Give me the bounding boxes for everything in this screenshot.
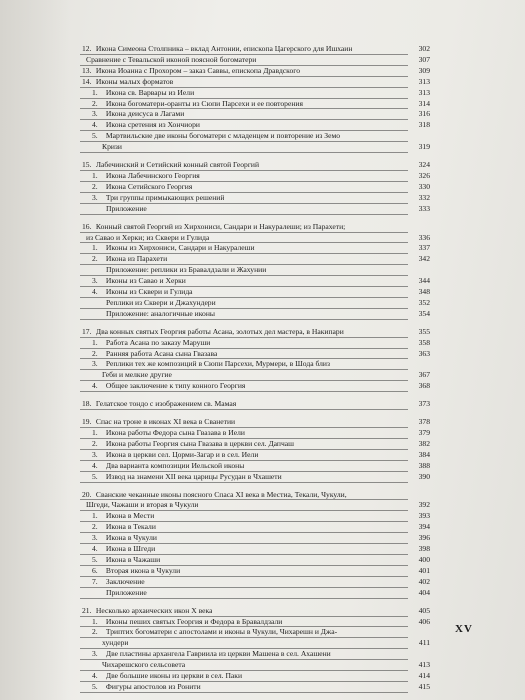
entry-number: 2. (92, 348, 98, 358)
section-gap (80, 483, 430, 490)
entry-title: Кризи (102, 142, 122, 152)
entry-title: Иконы малых форматов (95, 76, 174, 86)
toc-entry-row (80, 120, 430, 130)
entry-title: Ранняя работа Асана сына Гвазава (105, 348, 218, 358)
entry-page-number: 368 (418, 381, 430, 391)
toc-entry-row (80, 99, 430, 109)
toc-entry-row (80, 381, 430, 391)
toc-entry-row (80, 254, 430, 264)
entry-title: хундери (102, 638, 129, 648)
entry-page-number: 396 (418, 533, 430, 543)
entry-number: 3. (92, 192, 98, 202)
entry-title: Приложение (106, 203, 147, 213)
entry-page-number: 330 (418, 181, 430, 191)
entry-title: Приложение (106, 587, 147, 597)
entry-page-number: 406 (418, 616, 430, 626)
entry-title: Икона в церкви сел. Цорми-Загар и в сел. Иели (105, 449, 259, 459)
entry-page-number: 392 (418, 500, 430, 510)
entry-number: 2. (92, 627, 98, 637)
entry-page-number: 324 (418, 160, 430, 170)
entry-title: Икона Лабечинского Георгия (105, 170, 200, 180)
entry-page-number: 342 (418, 254, 430, 264)
entry-number: 2. (92, 254, 98, 264)
toc-entry-row (80, 55, 430, 65)
entry-number: 3. (92, 109, 98, 119)
entry-page-number: 348 (418, 287, 430, 297)
section-gap (80, 410, 430, 417)
toc-entry-row (80, 171, 430, 181)
entry-title: Фигуры апостолов из Ронити (105, 681, 201, 691)
toc-entry-row (80, 660, 430, 670)
entry-title: Икона работы Георгия сына Гвазава в церкви сел. Дапчаш (105, 438, 295, 448)
entry-number: 21. (82, 605, 92, 615)
toc-entry-row (80, 450, 430, 460)
entry-number: 15. (82, 160, 92, 170)
toc-entry-row (80, 439, 430, 449)
entry-title: Сванские чеканные иконы поясного Спаса XI века в Местиа, Текали, Чукули, (95, 489, 347, 499)
entry-number: 5. (92, 554, 98, 564)
toc-entry-row (80, 577, 430, 587)
entry-title: Заключение (105, 576, 145, 586)
entry-page-number: 316 (418, 109, 430, 119)
toc-entry-row (80, 555, 430, 565)
entry-number: 1. (92, 511, 98, 521)
entry-number: 3. (92, 649, 98, 659)
entry-page-number: 378 (418, 417, 430, 427)
toc-entry-row (80, 544, 430, 554)
entry-page-number: 302 (418, 44, 430, 53)
toc-entry-row (80, 522, 430, 532)
entry-page-number: 388 (418, 460, 430, 470)
toc-chapter-row (80, 44, 430, 54)
entry-title: Шгеди, Чажаши и вторая в Чукули (86, 500, 199, 510)
entry-title: Три группы примыкающих решений (105, 192, 225, 202)
toc-entry-row (80, 649, 430, 659)
toc-entry-row (80, 204, 430, 214)
entry-number: 20. (82, 489, 92, 499)
entry-page-number: 309 (418, 65, 430, 75)
toc-entry-row (80, 276, 430, 286)
entry-number: 4. (92, 671, 98, 681)
entry-page-number: 411 (418, 638, 430, 648)
entry-page-number: 415 (418, 681, 430, 691)
entry-title: Несколько архаических икон X века (95, 605, 213, 615)
entry-page-number: 307 (418, 54, 430, 64)
section-gap (80, 215, 430, 222)
toc-entry-row (80, 309, 430, 319)
entry-title: Чихарешского сельсовета (102, 660, 186, 670)
entry-title: Сравнение с Тевальской иконой поясной богоматери (86, 54, 257, 64)
toc-entry-row (80, 193, 430, 203)
entry-title: Икона св. Варвары из Иели (105, 87, 195, 97)
toc-entry-row (80, 627, 430, 637)
toc-entry-row (80, 588, 430, 598)
toc-entry-row (80, 370, 430, 380)
toc-entry-row (80, 566, 430, 576)
entry-number: 5. (92, 681, 98, 691)
entry-page-number: 401 (418, 565, 430, 575)
section-gap (80, 599, 430, 606)
entry-number: 2. (92, 522, 98, 532)
entry-title: Извод на знамени XII века царицы Русудан в Чхашети (105, 471, 282, 481)
entry-number: 7. (92, 576, 98, 586)
toc-entry-row (80, 617, 430, 627)
entry-page-number: 313 (418, 76, 430, 86)
toc-chapter-row (80, 399, 430, 409)
entry-page-number: 398 (418, 544, 430, 554)
entry-page-number: 402 (418, 576, 430, 586)
entry-number: 19. (82, 417, 92, 427)
entry-number: 2. (92, 438, 98, 448)
entry-page-number: 382 (418, 438, 430, 448)
entry-title: Икона в Чукули (105, 533, 157, 543)
entry-title: Икона сретения из Хончиори (105, 120, 200, 130)
entry-title: Два конных святых Георгия работы Асана, золотых дел мастера, в Накипари (95, 326, 344, 336)
toc-entry-row (80, 472, 430, 482)
toc-entry-row (80, 182, 430, 192)
entry-title: Гелатское тондо с изображением св. Мамая (95, 399, 237, 409)
entry-title: Приложение: реплики из Бравалдзали и Жахунии (106, 265, 267, 275)
entry-title: Общее заключение к типу конного Георгия (105, 381, 246, 391)
entry-number: 4. (92, 544, 98, 554)
entry-page-number: 313 (418, 87, 430, 97)
entry-number: 1. (92, 243, 98, 253)
entry-page-number: 390 (418, 471, 430, 481)
toc-entry-row (80, 359, 430, 369)
toc-entry-row (80, 287, 430, 297)
toc-entry-row (80, 233, 430, 243)
entry-page-number: 355 (418, 326, 430, 336)
toc-chapter-row (80, 490, 430, 500)
entry-title: Икона в Текали (105, 522, 156, 532)
entry-title: Икона в Чажаши (105, 554, 161, 564)
entry-page-number: 337 (418, 243, 430, 253)
toc-chapter-row (80, 417, 430, 427)
entry-title: Икона в Шгеди (105, 544, 156, 554)
entry-number: 5. (92, 131, 98, 141)
toc-entry-row (80, 671, 430, 681)
entry-page-number: 332 (418, 192, 430, 202)
entry-title: Две пластины архангела Гавриила из церкви Машена в сел. Ахашени (105, 649, 331, 659)
entry-title: Лабечинский и Сетийский конный святой Георгий (95, 160, 260, 170)
entry-title: Икона Сетийского Георгия (105, 181, 193, 191)
entry-number: 6. (92, 565, 98, 575)
entry-number: 2. (92, 98, 98, 108)
toc-entry-row (80, 142, 430, 152)
entry-title: Мартвильские две иконы богоматери с младенцем и повторение из Земо (105, 131, 341, 141)
toc-entry-row (80, 298, 430, 308)
entry-number: 1. (92, 170, 98, 180)
entry-number: 1. (92, 337, 98, 347)
entry-title: Иконы из Сквери и Гулида (105, 287, 193, 297)
toc-entry-row (80, 511, 430, 521)
page-shadow (0, 0, 70, 700)
toc-entry-row (80, 682, 430, 692)
section-gap (80, 392, 430, 399)
entry-number: 17. (82, 326, 92, 336)
entry-number: 3. (92, 533, 98, 543)
toc-entry-row (80, 461, 430, 471)
entry-number: 3. (92, 359, 98, 369)
entry-title: Конный святой Георгий из Хирхониси, Сандари и Накуралеши; из Парахети; (95, 221, 346, 231)
entry-page-number: 333 (418, 203, 430, 213)
toc-entry-row (80, 349, 430, 359)
entry-page-number: 405 (418, 605, 430, 615)
entry-title: Реплики из Сквери и Джахундери (106, 297, 216, 307)
entry-page-number: 344 (418, 276, 430, 286)
entry-page-number: 394 (418, 522, 430, 532)
entry-number: 13. (82, 65, 92, 75)
toc-entry-row (80, 638, 430, 648)
toc-entry-row (80, 265, 430, 275)
entry-number: 14. (82, 76, 92, 86)
entry-page-number: 413 (418, 660, 430, 670)
toc-entry-row (80, 131, 430, 141)
entry-number: 1. (92, 87, 98, 97)
entry-number: 5. (92, 471, 98, 481)
entry-number: 1. (92, 616, 98, 626)
toc-entry-row (80, 428, 430, 438)
toc-entry-row (80, 243, 430, 253)
entry-title: Вторая икона в Чукули (105, 565, 181, 575)
toc-entry-row (80, 109, 430, 119)
entry-page-number: 354 (418, 308, 430, 318)
entry-page-number: 379 (418, 428, 430, 437)
entry-title: Иконы из Хирхониси, Сандари и Накуралеши (105, 243, 255, 253)
entry-title: Триптих богоматери с апостолами и иконы в Чукули, Чихарешн и Джа- (105, 627, 338, 637)
entry-title: Икона богоматери-оранты из Сюпи Парсехи и ее повторения (105, 98, 303, 108)
entry-title: Икона деисуса в Лагами (105, 109, 185, 119)
entry-number: 2. (92, 181, 98, 191)
entry-title: Работа Асана по заказу Маруши (105, 337, 211, 347)
entry-page-number: 384 (418, 449, 430, 459)
entry-page-number: 414 (418, 671, 430, 681)
entry-title: Икона из Парахети (105, 254, 168, 264)
entry-title: из Савао и Херки; из Сквери и Гулида (86, 232, 210, 242)
entry-title: Икона работы Федора сына Гвазава в Иели (105, 428, 245, 437)
entry-number: 3. (92, 449, 98, 459)
entry-title: Два варианта композиции Иельской иконы (105, 460, 245, 470)
entry-number: 12. (82, 44, 92, 53)
entry-page-number: 358 (418, 337, 430, 347)
entry-number: 4. (92, 120, 98, 130)
entry-page-number: 373 (418, 399, 430, 409)
entry-title: Приложение: аналогичные иконы (106, 308, 215, 318)
entry-number: 3. (92, 276, 98, 286)
entry-page-number: 367 (418, 370, 430, 380)
toc-entry-row (80, 88, 430, 98)
entry-number: 4. (92, 460, 98, 470)
toc-chapter-row (80, 606, 430, 616)
toc-chapter-row (80, 327, 430, 337)
entry-title: Две большие иконы из церкви в сел. Паки (105, 671, 243, 681)
entry-number: 4. (92, 287, 98, 297)
entry-page-number: 400 (418, 554, 430, 564)
entry-page-number: 314 (418, 98, 430, 108)
toc-entry-row (80, 500, 430, 510)
entry-page-number: 352 (418, 297, 430, 307)
entry-title: Реплики тех же композиций в Сюпи Парсехи, Мурмери, в Шода близ (105, 359, 330, 369)
entry-title: Икона в Мести (105, 511, 155, 521)
toc-chapter-row (80, 222, 430, 232)
entry-page-number: 318 (418, 120, 430, 130)
entry-page-number: 319 (418, 142, 430, 152)
entry-title: Икона Иоанна с Прохором – заказ Саввы, епископа Дравдского (95, 65, 301, 75)
toc-chapter-row (80, 66, 430, 76)
table-of-contents (80, 44, 430, 693)
entry-page-number: 326 (418, 170, 430, 180)
entry-number: 4. (92, 381, 98, 391)
entry-title: Спас на троне в иконах XI века в Сванетии (95, 417, 236, 427)
entry-page-number: 404 (418, 587, 430, 597)
entry-title: Икона Симеона Столпника – вклад Антонии, епископа Цагерского для Ишхаин (95, 44, 353, 53)
entry-page-number: 363 (418, 348, 430, 358)
section-gap (80, 320, 430, 327)
toc-entry-row (80, 338, 430, 348)
toc-chapter-row (80, 77, 430, 87)
entry-page-number: 336 (418, 232, 430, 242)
entry-page-number: 393 (418, 511, 430, 521)
page-folio: XV (455, 623, 473, 635)
section-gap (80, 153, 430, 160)
row-divider (80, 692, 408, 693)
toc-entry-row (80, 533, 430, 543)
entry-title: Иконы пеших святых Георгия и Федора в Бравалдзали (105, 616, 283, 626)
entry-title: Иконы из Савао и Херки (105, 276, 186, 286)
toc-chapter-row (80, 160, 430, 170)
entry-number: 1. (92, 428, 98, 437)
entry-number: 16. (82, 221, 92, 231)
entry-title: Геби и мелкие другие (102, 370, 172, 380)
entry-number: 18. (82, 399, 92, 409)
